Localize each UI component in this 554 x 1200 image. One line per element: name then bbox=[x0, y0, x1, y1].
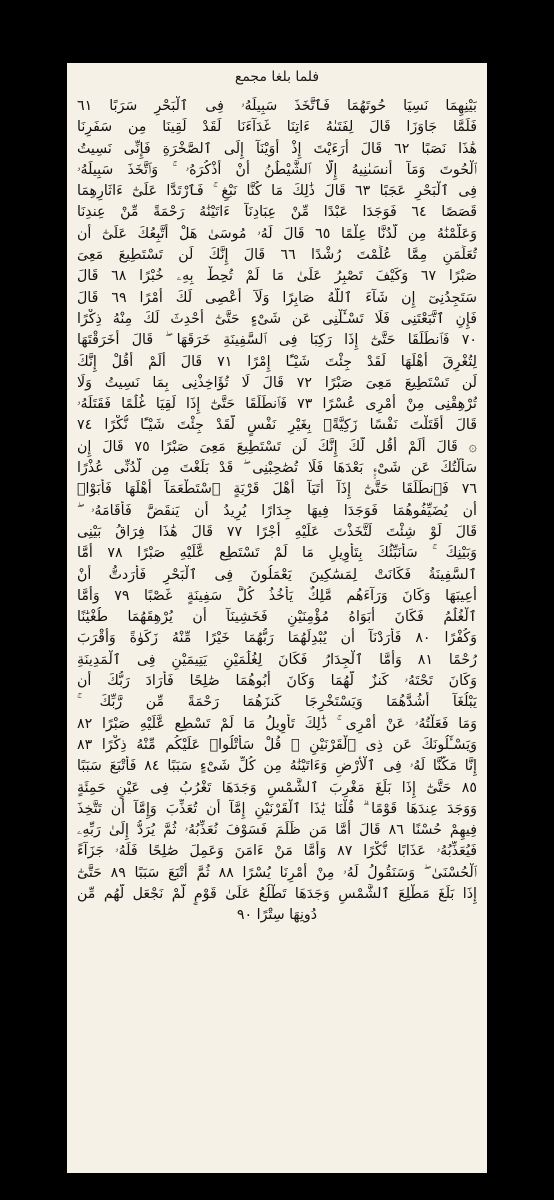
text-line: رُحْمًا ٨١ وَأَمَّا ٱلْجِدَارُ فَكَانَ لِغُلَٰمَيْنِ يَتِيمَيْنِ فِى ٱلْمَدِينَةِ bbox=[77, 651, 477, 668]
text-line: ٱلْحُوتَ وَمَآ أَنسَىٰنِيهُ إِلَّا ٱلشَّيْطَٰنُ أَنْ أَذْكُرَهُۥ ۚ وَٱتَّخَذَ سَبِيلَهُۥ bbox=[77, 161, 477, 178]
text-line: وَمَا فَعَلْتُهُۥ عَنْ أَمْرِى ۚ ذَٰلِكَ تَأْوِيلُ مَا لَمْ تَسْطِع عَّلَيْهِ صَبْرًا ٨٢ bbox=[77, 715, 477, 732]
text-line: وَعَلَّمْنَٰهُ مِن لَّدُنَّا عِلْمًا ٦٥ قَالَ لَهُۥ مُوسَىٰ هَلْ أَتَّبِعُكَ عَلَىٰٓ أَن bbox=[77, 225, 477, 242]
text-line: فَإِنِ ٱتَّبَعْتَنِى فَلَا تَسْـَٔلْنِى عَن شَىْءٍ حَتَّىٰٓ أُحْدِثَ لَكَ مِنْهُ ذِكْرًا bbox=[77, 310, 477, 327]
text-line: وَكَانَ تَحْتَهُۥ كَنزٌ لَّهُمَا وَكَانَ أَبُوهُمَا صَٰلِحًا فَأَرَادَ رَبُّكَ أَن bbox=[77, 673, 477, 690]
text-line: وَبَيْنِكَ ۚ سَأُنَبِّئُكَ بِتَأْوِيلِ مَا لَمْ تَسْتَطِع عَّلَيْهِ صَبْرًا ٧٨ أَمَّا bbox=[77, 545, 477, 562]
text-line: إِنَّا مَكَّنَّا لَهُۥ فِى ٱلْأَرْضِ وَءَاتَيْنَٰهُ مِن كُلِّ شَىْءٍ سَبَبًا ٨٤ فَأَتْبَعَ سَبَبًا bbox=[77, 758, 477, 775]
text-line: فِيهِمْ حُسْنًا ٨٦ قَالَ أَمَّا مَن ظَلَمَ فَسَوْفَ نُعَذِّبُهُۥ ثُمَّ يُرَدُّ إِلَىٰ رَبِّهِۦ bbox=[77, 822, 477, 839]
text-line: ٧٦ فَٱنطَلَقَا حَتَّىٰٓ إِذَآ أَتَيَآ أَهْلَ قَرْيَةٍ ٱسْتَطْعَمَآ أَهْلَهَا فَأَبَوْا۟ bbox=[77, 481, 477, 498]
text-line: بَيْنِهِمَا نَسِيَا حُوتَهُمَا فَٱتَّخَذَ سَبِيلَهُۥ فِى ٱلْبَحْرِ سَرَبًا ٦١ bbox=[77, 98, 477, 114]
text-line: ٧٠ فَٱنطَلَقَا حَتَّىٰٓ إِذَا رَكِبَا فِى ٱلسَّفِينَةِ خَرَقَهَا ۖ قَالَ أَخَرَقْتَهَا bbox=[77, 332, 477, 349]
text-line: فِى ٱلْبَحْرِ عَجَبًا ٦٣ قَالَ ذَٰلِكَ مَا كُنَّا نَبْغِ ۚ فَٱرْتَدَّا عَلَىٰٓ ءَاثَارِهِمَا bbox=[77, 183, 477, 200]
text-line: قَالَ لَوْ شِئْتَ لَتَّخَذْتَ عَلَيْهِ أَجْرًا ٧٧ قَالَ هَٰذَا فِرَاقُ بَيْنِى bbox=[77, 523, 477, 540]
mushaf-page bbox=[67, 63, 487, 1173]
text-line: قَصَصًا ٦٤ فَوَجَدَا عَبْدًا مِّنْ عِبَادِنَآ ءَاتَيْنَٰهُ رَحْمَةً مِّنْ عِندِنَا bbox=[77, 204, 477, 221]
text-line: فَلَمَّا جَاوَزَا قَالَ لِفَتَىٰهُ ءَاتِنَا غَدَآءَنَا لَقَدْ لَقِينَا مِن سَفَرِنَا bbox=[77, 119, 477, 136]
text-line: وَكُفْرًا ٨٠ فَأَرَدْنَآ أَن يُبْدِلَهُمَا رَبُّهُمَا خَيْرًا مِّنْهُ زَكَوٰةً وَأَقْرَبَ bbox=[77, 630, 477, 647]
text-line: إِذَا بَلَغَ مَطْلِعَ ٱلشَّمْسِ وَجَدَهَا تَطْلُعُ عَلَىٰ قَوْمٍ لَّمْ نَجْعَل لَّهُم مِّن bbox=[77, 885, 477, 902]
text-line: ٱلْغُلَٰمُ فَكَانَ أَبَوَاهُ مُؤْمِنَيْنِ فَخَشِينَآ أَن يُرْهِقَهُمَا طُغْيَٰنًا bbox=[77, 609, 477, 626]
text-line: وَيَسْـَٔلُونَكَ عَن ذِى ٱلْقَرْنَيْنِ ۖ قُلْ سَأَتْلُوا۟ عَلَيْكُم مِّنْهُ ذِكْرًا ٨٣ bbox=[77, 736, 477, 753]
text-line: ٱلْحُسْنَىٰ ۖ وَسَنَقُولُ لَهُۥ مِنْ أَمْرِنَا يُسْرًا ٨٨ ثُمَّ أَتْبَعَ سَبَبًا ٨٩ حَتَّىٰٓ bbox=[77, 864, 477, 881]
text-line: ٨٥ حَتَّىٰٓ إِذَا بَلَغَ مَغْرِبَ ٱلشَّمْسِ وَجَدَهَا تَغْرُبُ فِى عَيْنٍ حَمِئَةٍ bbox=[77, 779, 477, 796]
page-header-catchword: فلما بلغا مجمع bbox=[234, 69, 320, 85]
text-line: أَعِيبَهَا وَكَانَ وَرَآءَهُم مَّلِكٌ يَأْخُذُ كُلَّ سَفِينَةٍ غَصْبًا ٧٩ وَأَمَّا bbox=[77, 587, 477, 604]
text-line: سَتَجِدُنِىٓ إِن شَآءَ ٱللَّهُ صَابِرًا وَلَآ أَعْصِى لَكَ أَمْرًا ٦٩ قَالَ bbox=[77, 289, 477, 306]
text-line: سَأَلْتُكَ عَن شَىْءٍۭ بَعْدَهَا فَلَا تُصَٰحِبْنِى ۖ قَدْ بَلَغْتَ مِن لَّدُنِّى عُذْرًا bbox=[77, 460, 477, 477]
text-line: أَن يُضَيِّفُوهُمَا فَوَجَدَا فِيهَا جِدَارًا يُرِيدُ أَن يَنقَضَّ فَأَقَامَهُۥ ۖ bbox=[77, 502, 477, 519]
text-line: ٱلسَّفِينَةُ فَكَانَتْ لِمَسَٰكِينَ يَعْمَلُونَ فِى ٱلْبَحْرِ فَأَرَدتُّ أَنْ bbox=[77, 566, 477, 583]
quran-text-body bbox=[77, 96, 477, 1173]
text-line: تُعَلِّمَنِ مِمَّا عُلِّمْتَ رُشْدًا ٦٦ قَالَ إِنَّكَ لَن تَسْتَطِيعَ مَعِىَ bbox=[77, 247, 477, 264]
text-line: تُرْهِقْنِى مِنْ أَمْرِى عُسْرًا ٧٣ فَٱنطَلَقَا حَتَّىٰٓ إِذَا لَقِيَا غُلَٰمًا فَقَتَلَهُۥ bbox=[77, 396, 477, 413]
text-line: صَبْرًا ٦٧ وَكَيْفَ تَصْبِرُ عَلَىٰ مَا لَمْ تُحِطْ بِهِۦ خُبْرًا ٦٨ قَالَ bbox=[77, 268, 477, 285]
text-line: هَٰذَا نَصَبًا ٦٢ قَالَ أَرَءَيْتَ إِذْ أَوَيْنَآ إِلَى ٱلصَّخْرَةِ فَإِنِّى نَسِيتُ bbox=[77, 140, 477, 157]
text-line: لَن تَسْتَطِيعَ مَعِىَ صَبْرًا ٧٢ قَالَ لَا تُؤَاخِذْنِى بِمَا نَسِيتُ وَلَا bbox=[77, 374, 477, 391]
text-line: فَيُعَذِّبُهُۥ عَذَابًا نُّكْرًا ٨٧ وَأَمَّا مَنْ ءَامَنَ وَعَمِلَ صَٰلِحًا فَلَهُۥ جَزَآءً bbox=[77, 843, 477, 860]
text-line: وَوَجَدَ عِندَهَا قَوْمًا ۗ قُلْنَا يَٰذَا ٱلْقَرْنَيْنِ إِمَّآ أَن تُعَذِّبَ وَإِمَّآ أَن تَتَّخِذَ bbox=[77, 800, 477, 817]
text-line: قَالَ أَقَتَلْتَ نَفْسًا زَكِيَّةًۢ بِغَيْرِ نَفْسٍ لَّقَدْ جِئْتَ شَيْـًٔا نُّكْرًا ٧٤ bbox=[77, 417, 477, 434]
text-line: يَبْلُغَآ أَشُدَّهُمَا وَيَسْتَخْرِجَا كَنزَهُمَا رَحْمَةً مِّن رَّبِّكَ ۚ bbox=[77, 694, 477, 711]
text-line: دُونِهَا سِتْرًا ٩٠ bbox=[236, 907, 318, 924]
text-line: ۞ قَالَ أَلَمْ أَقُل لَّكَ إِنَّكَ لَن تَسْتَطِيعَ مَعِىَ صَبْرًا ٧٥ قَالَ إِن bbox=[77, 438, 477, 455]
text-line: لِتُغْرِقَ أَهْلَهَا لَقَدْ جِئْتَ شَيْـًٔا إِمْرًا ٧١ قَالَ أَلَمْ أَقُلْ إِنَّكَ bbox=[77, 353, 477, 370]
